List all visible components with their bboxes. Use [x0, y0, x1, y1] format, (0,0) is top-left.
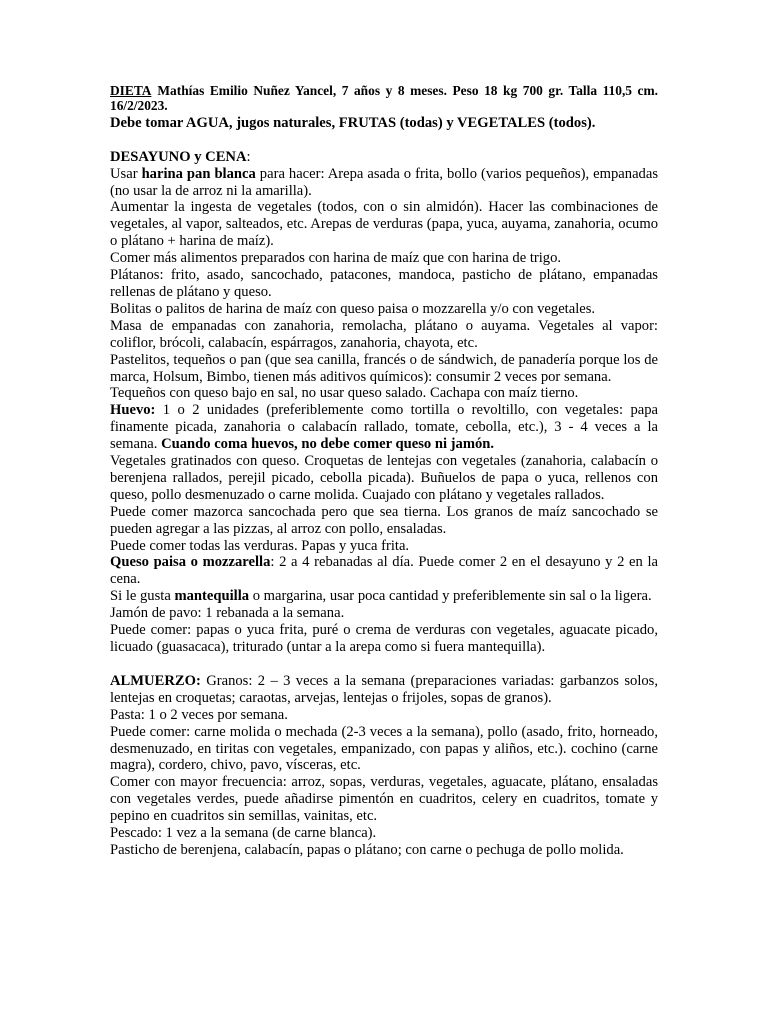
paragraph: Plátanos: frito, asado, sancochado, patacones, mandoca, pasticho de plátano, empanadas rellenas de plátano y queso.	[110, 267, 658, 300]
spacer	[110, 132, 658, 149]
spacer	[110, 656, 658, 673]
paragraph: Bolitas o palitos de harina de maíz con queso paisa o mozzarella y/o con vegetales.	[110, 300, 596, 317]
hydration-warning: Debe tomar AGUA, jugos naturales, FRUTAS (todas) y VEGETALES (todos).	[110, 114, 596, 131]
patient-header	[110, 83, 658, 114]
paragraph: Pastelitos, tequeños o pan (que sea canilla, francés o de sándwich, de panadería porque los de marca, Holsum, Bimbo, tienen más aditivos químicos): consumir 2 veces por semana.	[110, 351, 658, 385]
paragraph: Pescado: 1 vez a la semana (de carne blanca).	[110, 825, 377, 842]
dieta-label: DIETA	[110, 83, 152, 98]
paragraph: Puede comer mazorca sancochada pero que sea tierna. Los granos de maíz sancochado se pueden agregar a las pizzas, al arroz con pollo, ensaladas.	[110, 503, 658, 537]
paragraph: Comer más alimentos preparados con harina de maíz que con harina de trigo.	[110, 250, 562, 267]
paragraph-mantequilla: Si le gusta mantequilla o margarina, usar poca cantidad y preferiblemente sin sal o la ligera.	[110, 588, 652, 605]
paragraph: Puede comer: carne molida o mechada (2-3 veces a la semana), pollo (asado, frito, horneado, desmenuzado, en tiritas con vegetales, empanizado, con papas y aliños, etc.). cochino (carne magra), cordero, chivo, pavo, vísceras, etc.	[110, 723, 658, 774]
section-title-almuerzo: ALMUERZO:	[110, 672, 201, 689]
paragraph-queso: Queso paisa o mozzarella: 2 a 4 rebanadas al día. Puede comer 2 en el desayuno y 2 en la cena.	[110, 554, 658, 588]
paragraph: Pasta: 1 o 2 veces por semana.	[110, 706, 288, 723]
paragraph: Jamón de pavo: 1 rebanada a la semana.	[110, 605, 345, 622]
paragraph: Comer con mayor frecuencia: arroz, sopas, verduras, vegetales, aguacate, plátano, ensaladas con vegetales verdes, puede añadirse pimentón en cuadritos, celery en cuadritos, tomate y pepino en cuadritos sin semillas, vainitas, etc.	[110, 774, 658, 825]
paragraph: Aumentar la ingesta de vegetales (todos, con o sin almidón). Hacer las combinaciones de vegetales, al vapor, salteados, etc. Arepas de verduras (papa, yuca, auyama, zanahoria, ocumo o plátano + harina de maíz).	[110, 199, 658, 250]
section-title-desayuno: DESAYUNO y CENA:	[110, 148, 251, 165]
paragraph: Puede comer todas las verduras. Papas y yuca frita.	[110, 537, 410, 554]
paragraph: Puede comer: papas o yuca frita, puré o crema de verduras con vegetales, aguacate picado, licuado (guasacaca), triturado (untar a la arepa como si fuera mantequilla).	[110, 622, 658, 655]
paragraph: Tequeños con queso bajo en sal, no usar queso salado. Cachapa con maíz tierno.	[110, 385, 579, 402]
paragraph-huevo: Huevo: 1 o 2 unidades (preferiblemente como tortilla o revoltillo, con vegetales: papa finamente picada, zanahoria o calabacín rallado, tomate, cebolla, etc.), 3 - 4 veces a la semana. Cuando coma huevos, no debe comer queso ni jamón.	[110, 402, 658, 453]
paragraph: Usar harina pan blanca para hacer: Arepa asada o frita, bollo (varios pequeños), empanadas (no usar la de arroz ni la amarilla).	[110, 165, 659, 199]
paragraph: Vegetales gratinados con queso. Croquetas de lentejas con vegetales (zanahoria, calabacín o berenjena rallados, perejil picado, cebolla picada). Buñuelos de papa o yuca, rellenos con queso, pollo desmenuzado o carne molida. Cuajado con plátano y vegetales rallados.	[110, 453, 658, 503]
section-almuerzo: ALMUERZO: Granos: 2 – 3 veces a la semana (preparaciones variadas: garbanzos solos, lentejas en croquetas; caraotas, arvejas, lentejas o frijoles, sopas de granos).	[110, 672, 658, 706]
paragraph: Masa de empanadas con zanahoria, remolacha, plátano o auyama. Vegetales al vapor: coliflor, brócoli, calabacín, espárragos, zanahoria, chayota, etc.	[110, 317, 658, 351]
patient-info: Mathías Emilio Nuñez Yancel, 7 años y 8 meses. Peso 18 kg 700 gr. Talla 110,5 cm. 16/2/2023.	[110, 83, 658, 114]
paragraph: Pasticho de berenjena, calabacín, papas o plátano; con carne o pechuga de pollo molida.	[110, 841, 624, 858]
